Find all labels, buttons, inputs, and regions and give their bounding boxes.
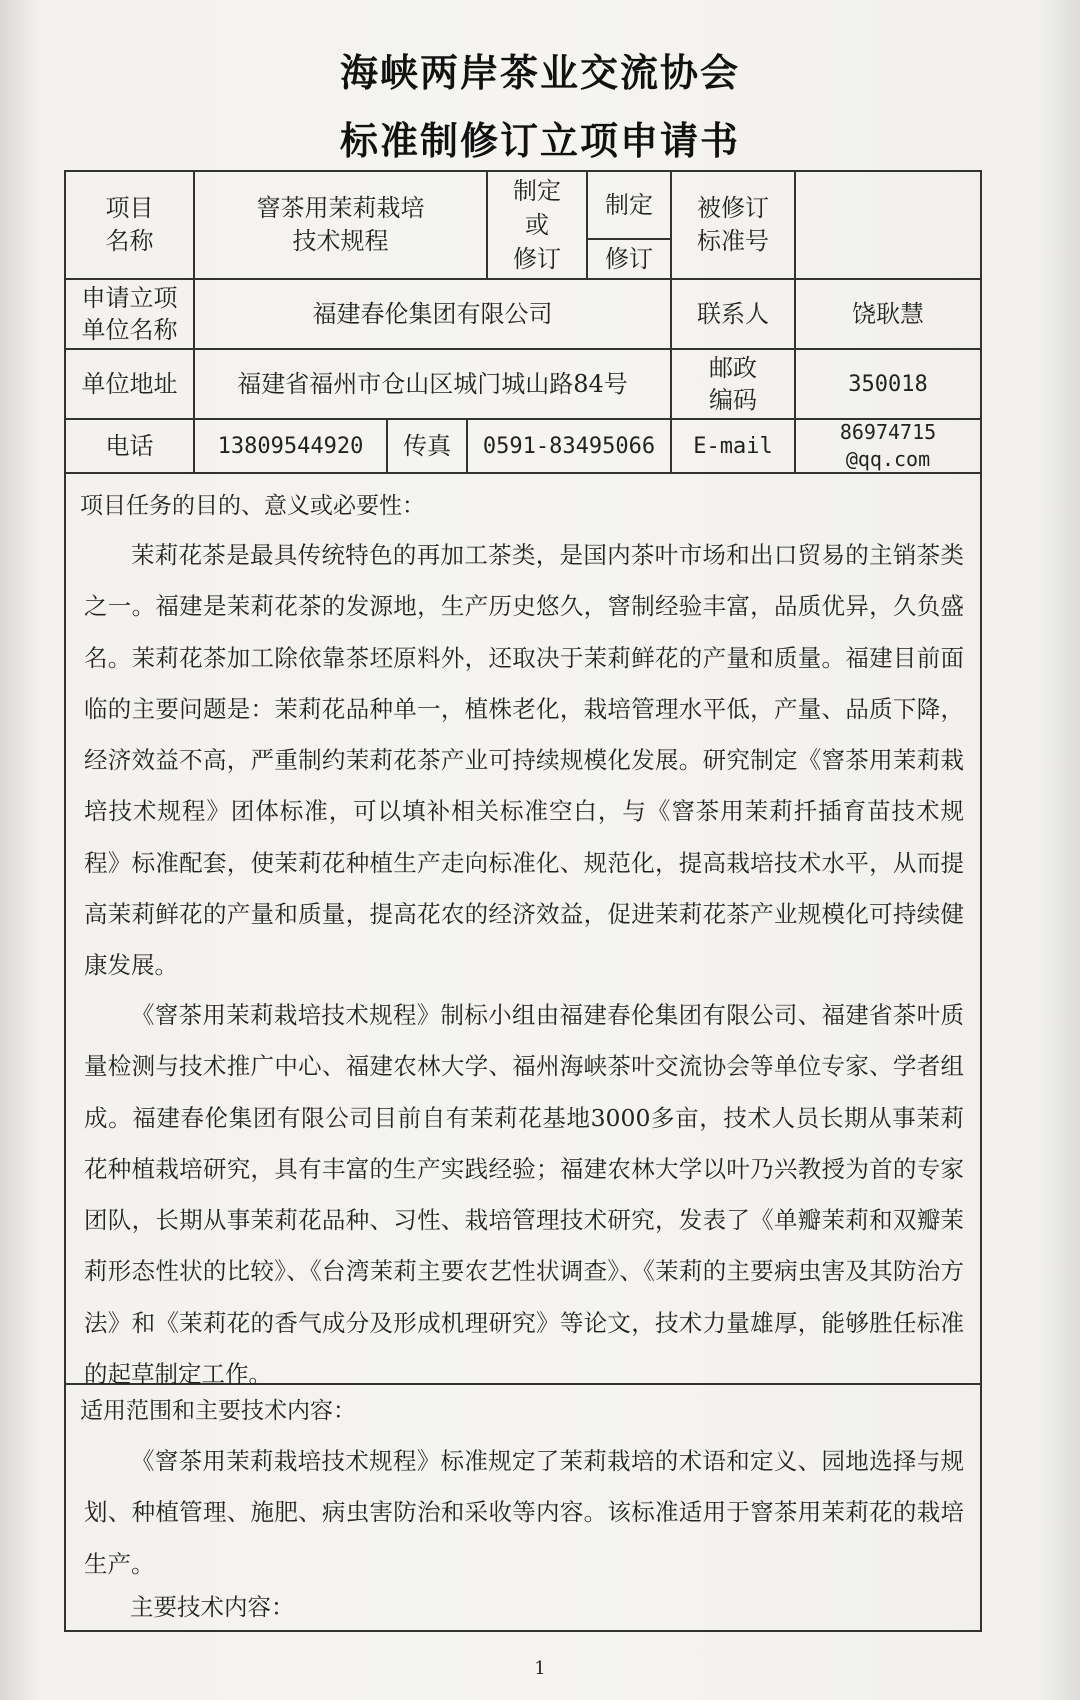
purpose-paragraph-2: 《窨茶用茉莉栽培技术规程》制标小组由福建春伦集团有限公司、福建省茶叶质量检测与技术推广中心、福建农林大学、福州海峡茶叶交流协会等单位专家、学者组成。福建春伦集团有限公司目前自有茉莉花基地3000多亩，技术人员长期从事茉莉花种植栽培研究，具有丰富的生产实践经验；福建农林大学以叶乃兴教授为首的专家团队，长期从事茉莉花品种、习性、栽培管理技术研究，发表了《单瓣茉莉和双瓣茉莉形态性状的比较》、《台湾茉莉主要农艺性状调查》、《茉莉的主要病虫害及其防治方法》和《茉莉花的香气成分及形成机理研究》等论文，技术力量雄厚，能够胜任标准的起草制定工作。 [84, 1001, 964, 1389]
address-label: 单位地址 [81, 369, 178, 398]
address-value: 福建省福州市仓山区城门城山路84号 [237, 369, 628, 398]
fax-value: 0591-83495066 [482, 433, 656, 459]
document-title-form: 标准制修订立项申请书 [339, 119, 740, 163]
revise-option[interactable]: 修订 [605, 244, 653, 273]
phone-value: 13809544920 [217, 433, 364, 459]
postcode-label: 邮政 编码 [709, 354, 757, 414]
page-number: 1 [534, 1658, 546, 1679]
revised-standard-label: 被修订 标准号 [697, 194, 769, 255]
make-option[interactable]: 制定 [605, 190, 653, 219]
main-tech-heading: 主要技术内容： [130, 1593, 295, 1621]
project-name-value: 窨茶用茉莉栽培 技术规程 [256, 194, 425, 255]
contact-value: 饶耿慧 [852, 299, 924, 328]
scope-heading: 适用范围和主要技术内容： [80, 1398, 356, 1424]
make-or-revise-label: 制定 或 修订 [513, 177, 561, 273]
purpose-paragraph-1: 茉莉花茶是最具传统特色的再加工茶类，是国内茶叶市场和出口贸易的主销茶类之一。福建是茉莉花茶的发源地，生产历史悠久，窨制经验丰富，品质优异，久负盛名。茉莉花茶加工除依靠茶坯原料外，还取决于茉莉鲜花的产量和质量。福建目前面临的主要问题是：茉莉花品种单一，植株老化，栽培管理水平低，产量、品质下降，经济效益不高，严重制约茉莉花茶产业可持续规模化发展。研究制定《窨茶用茉莉栽培技术规程》团体标准，可以填补相关标准空白，与《窨茶用茉莉扦插育苗技术规程》标准配套，使茉莉花种植生产走向标准化、规范化，提高栽培技术水平，从而提高茉莉鲜花的产量和质量，提高花农的经济效益，促进茉莉花茶产业规模化可持续健康发展。 [84, 541, 964, 980]
applicant-value: 福建春伦集团有限公司 [312, 299, 553, 328]
scope-paragraph-1: 《窨茶用茉莉栽培技术规程》标准规定了茉莉栽培的术语和定义、园地选择与规划、种植管理、施肥、病虫害防治和采收等内容。该标准适用于窨茶用茉莉花的栽培生产。 [84, 1447, 964, 1578]
contact-label: 联系人 [697, 299, 769, 328]
document-title-org: 海峡两岸茶业交流协会 [339, 51, 740, 95]
applicant-label: 申请立项 单位名称 [81, 284, 178, 344]
email-value: 86974715 @qq.com [839, 420, 937, 471]
purpose-heading: 项目任务的目的、意义或必要性： [80, 493, 425, 519]
revised-standard-value[interactable] [796, 172, 980, 278]
postcode-value: 350018 [848, 371, 928, 397]
fax-label: 传真 [403, 431, 451, 460]
project-name-label: 项目 名称 [105, 194, 154, 255]
phone-label: 电话 [105, 431, 154, 460]
email-label: E-mail [693, 433, 773, 459]
